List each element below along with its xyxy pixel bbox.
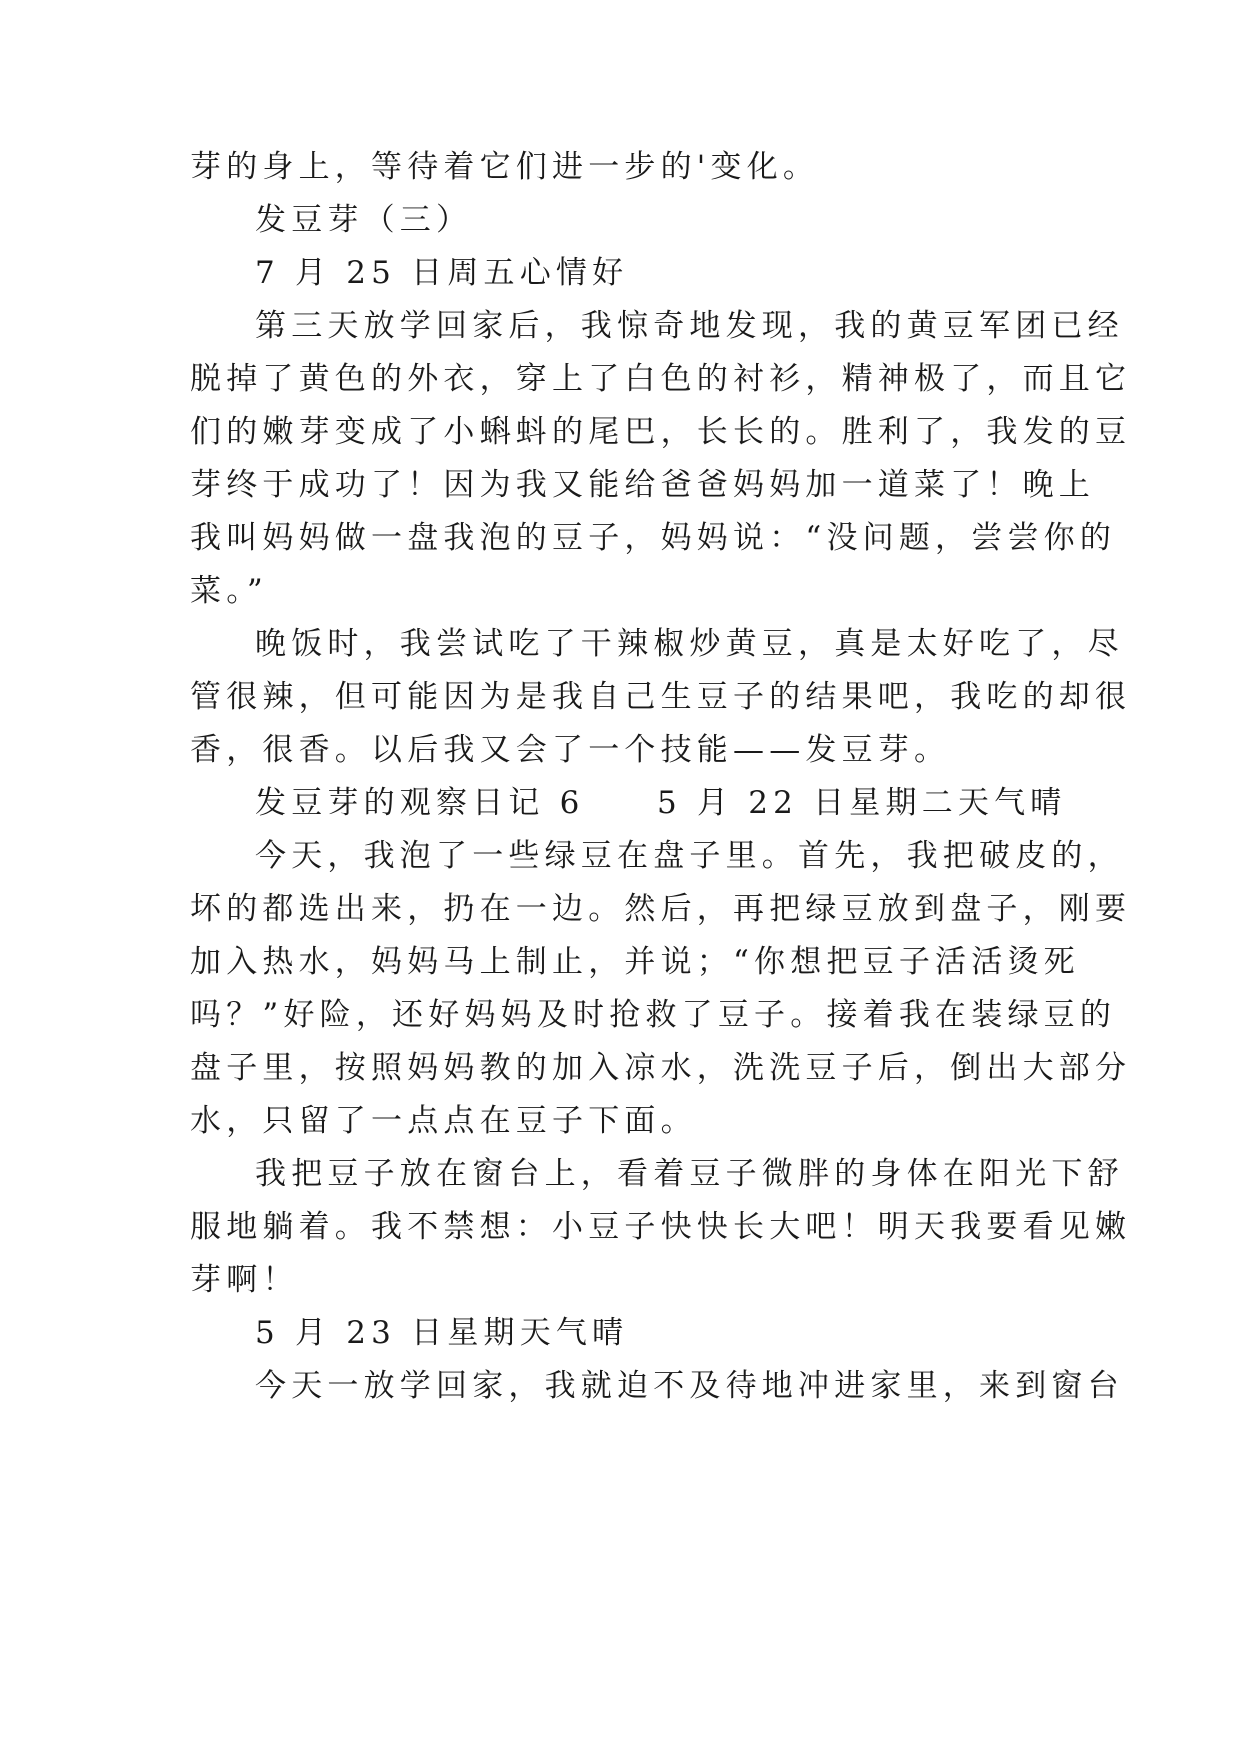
date-line: 5 月 23 日星期天气晴 <box>255 1315 629 1351</box>
text-line: 脱掉了黄色的外衣，穿上了白色的衬衫，精神极了，而且它 <box>190 361 1132 397</box>
date-line: 7 月 25 日周五心情好 <box>255 255 629 291</box>
text-line: 芽啊！ <box>190 1262 299 1298</box>
text-line: 晚饭时，我尝试吃了干辣椒炒黄豆，真是太好吃了，尽 <box>255 626 1124 662</box>
text-line: 盘子里，按照妈妈教的加入凉水，洗洗豆子后，倒出大部分 <box>190 1050 1132 1086</box>
text-line: 水，只留了一点点在豆子下面。 <box>190 1103 697 1139</box>
text-line: 芽终于成功了！因为我又能给爸爸妈妈加一道菜了！晚上 <box>190 467 1095 503</box>
text-line: 香，很香。以后我又会了一个技能——发豆芽。 <box>190 732 951 768</box>
text-line: 服地躺着。我不禁想：小豆子快快长大吧！明天我要看见嫩 <box>190 1209 1132 1245</box>
text-line: 管很辣，但可能因为是我自己生豆子的结果吧，我吃的却很 <box>190 679 1132 715</box>
text-line: 芽的身上，等待着它们进一步的'变化。 <box>190 149 820 185</box>
text-line: 今天，我泡了一些绿豆在盘子里。首先，我把破皮的， <box>255 838 1124 874</box>
text-line: 们的嫩芽变成了小蝌蚪的尾巴，长长的。胜利了，我发的豆 <box>190 414 1132 450</box>
text-line: 加入热水，妈妈马上制止，并说；“你想把豆子活活烫死 <box>190 944 1080 980</box>
text-line: 第三天放学回家后，我惊奇地发现，我的黄豆军团已经 <box>255 308 1124 344</box>
text-line: 吗？”好险，还好妈妈及时抢救了豆子。接着我在装绿豆的 <box>190 997 1117 1033</box>
text-line: 我叫妈妈做一盘我泡的豆子，妈妈说：“没问题，尝尝你的 <box>190 520 1117 556</box>
section-heading: 发豆芽（三） <box>255 202 473 238</box>
section-heading: 发豆芽的观察日记 6 5 月 22 日星期二天气晴 <box>255 785 1067 821</box>
text-line: 今天一放学回家，我就迫不及待地冲进家里，来到窗台 <box>255 1368 1124 1404</box>
text-line: 菜。” <box>190 573 268 609</box>
text-line: 我把豆子放在窗台上，看着豆子微胖的身体在阳光下舒 <box>255 1156 1124 1192</box>
text-line: 坏的都选出来，扔在一边。然后，再把绿豆放到盘子，刚要 <box>190 891 1132 927</box>
